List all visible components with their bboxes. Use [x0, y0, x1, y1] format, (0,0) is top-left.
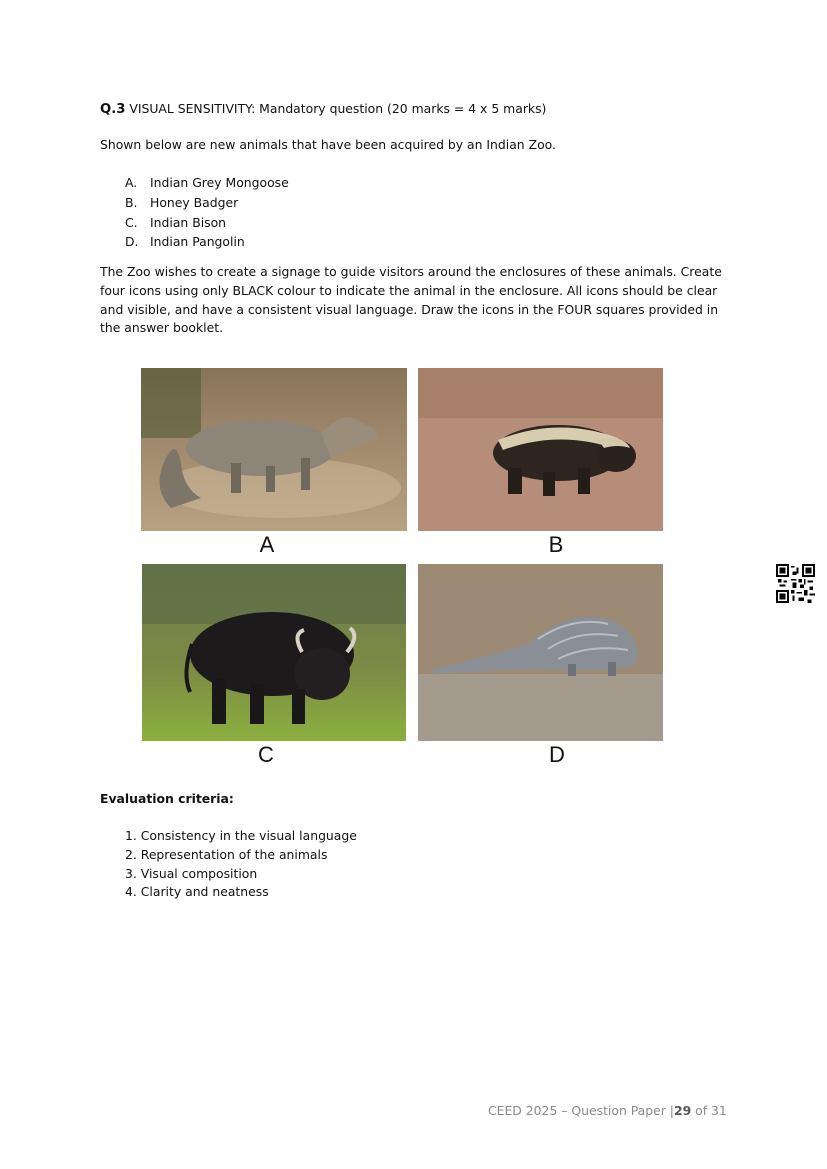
- photo-caption-a: A: [259, 532, 275, 557]
- question-heading: [100, 101, 546, 117]
- qr-code-icon: [776, 564, 815, 603]
- page-total: of 31: [691, 1103, 727, 1118]
- footer-text: CEED 2025 – Question Paper |: [488, 1103, 674, 1118]
- photo-caption-d: D: [549, 742, 565, 767]
- list-item: 3. Visual composition: [125, 865, 258, 881]
- photo-caption-c: C: [258, 742, 274, 767]
- evaluation-list: [125, 827, 357, 902]
- list-item: 4. Clarity and neatness: [125, 884, 269, 900]
- list-item: C. Indian Bison: [125, 214, 227, 230]
- evaluation-title: Evaluation criteria:: [100, 791, 234, 806]
- question-number: Q.3: [100, 102, 126, 117]
- page-number: 29: [673, 1103, 692, 1118]
- intro-text: Shown below are new animals that have been acquired by an Indian Zoo.: [100, 137, 556, 152]
- page-footer: [488, 1103, 727, 1118]
- animal-list: [125, 173, 289, 252]
- pangolin-photo: [418, 564, 663, 741]
- question-title: VISUAL SENSITIVITY: Mandatory question (20 marks = 4 x 5 marks): [129, 101, 547, 116]
- photo-caption-b: B: [548, 532, 564, 557]
- list-item: A. Indian Grey Mongoose: [125, 175, 289, 190]
- mongoose-photo: [141, 368, 407, 531]
- list-item: 2. Representation of the animals: [125, 846, 328, 862]
- instructions-paragraph: The Zoo wishes to create a signage to guide visitors around the enclosures of these animals. Create four icons using only BLACK colour to indicate the animal in the enclosure. All icons should be clear and visible, and have a consistent visual language. Draw the icons in the FOUR squares provided in the answer booklet.: [100, 264, 722, 336]
- list-item: B. Honey Badger: [125, 194, 239, 210]
- list-item: 1. Consistency in the visual language: [125, 828, 357, 843]
- list-item: D. Indian Pangolin: [125, 234, 245, 250]
- bison-photo: [142, 564, 406, 741]
- honey-badger-photo: [418, 368, 663, 531]
